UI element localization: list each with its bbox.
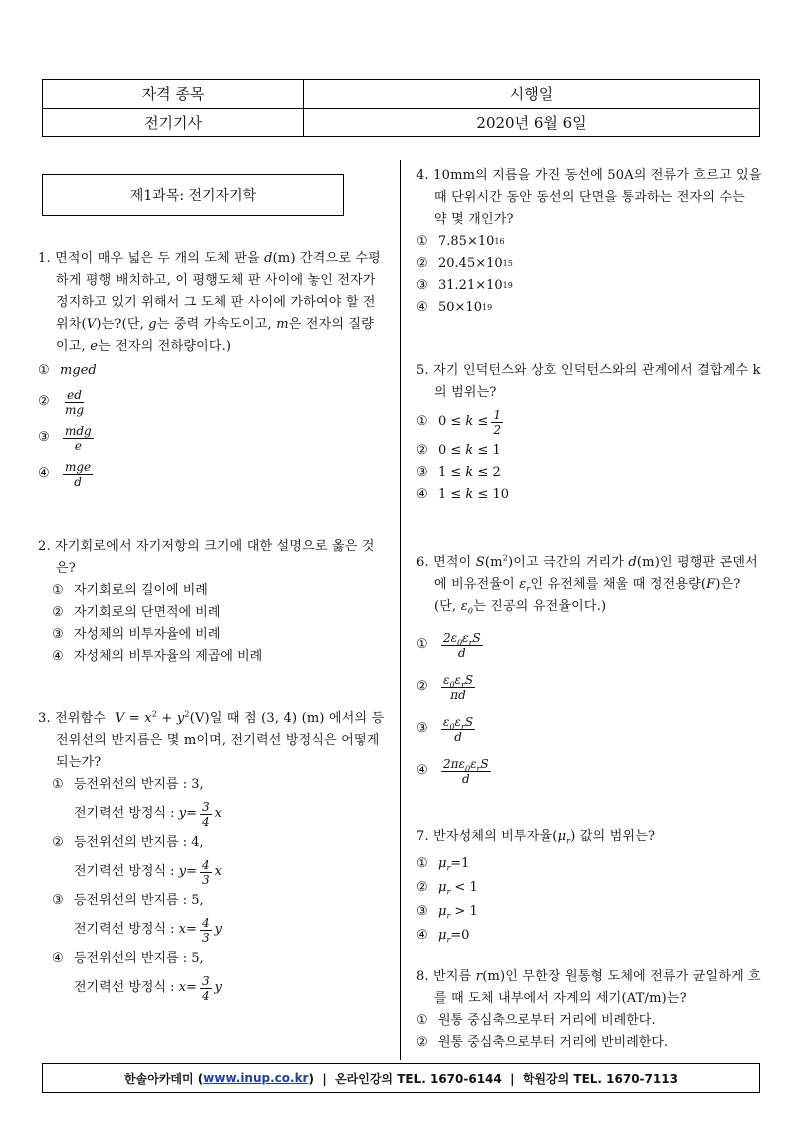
question-2-options: [38, 580, 386, 668]
q2-option-1[interactable]: ① 자기회로의 길이에 비례: [52, 583, 208, 598]
q6-option-1[interactable]: ① $\frac{2\varepsilon_0\varepsilon_rS}{d}$: [416, 630, 481, 660]
q3-option-4[interactable]: ④ 등전위선의 반지름 : 5, 전기력선 방정식 : x = $\frac{3}{4}$ y: [52, 951, 222, 1003]
q8-option-1[interactable]: ① 원통 중심축으로부터 거리에 비례한다.: [416, 1013, 656, 1028]
question-1-options: [38, 358, 386, 492]
q1-option-1[interactable]: ① mged: [38, 363, 97, 378]
q2-option-3[interactable]: ③ 자성체의 비투자율에 비례: [52, 627, 221, 642]
question-6-text: 6. 면적이 $S(m^2)$이고 극간의 거리가 d(m)인 평행판 콘덴서에 비유전율이 $\varepsilon_r$인 유전체를 채울 때 정전용량(F)은?(단, $\varepsilon_0$는 진공의 유전율이다.): [416, 553, 758, 616]
q5-option-1[interactable]: ① 0 ≤ k ≤ $\frac{1}{2}$: [416, 407, 501, 437]
q1-option-3[interactable]: ③ $\frac{\text{mdg}}{e}$: [38, 423, 92, 453]
footer-org: 한솔아카데미 (: [124, 1071, 204, 1086]
q2-option-2[interactable]: ② 자기회로의 단면적에 비례: [52, 605, 221, 620]
q3-option-3[interactable]: ③ 등전위선의 반지름 : 5, 전기력선 방정식 : x = $\frac{4}{3}$ y: [52, 893, 222, 945]
subject-title: 제1과목: 전기자기학: [129, 188, 257, 204]
q3-option-1[interactable]: ① 등전위선의 반지름 : 3, 전기력선 방정식 : y = $\frac{3}{4}$ x: [52, 777, 222, 829]
subject-title-box: [42, 174, 344, 216]
question-4: [416, 165, 762, 319]
q5-option-2[interactable]: ② 0 ≤ k ≤ 1: [416, 443, 501, 458]
question-7: [416, 826, 762, 948]
footer-contact: ) | 온라인강의 TEL. 1670-6144 | 학원강의 TEL. 1670-7113: [308, 1071, 678, 1086]
question-8-text: 8. 반지름 r(m)인 무한장 원통형 도체에 전류가 균일하게 흐를 때 도체 내부에서 자계의 세기(AT/m)는?: [416, 969, 761, 1006]
q7-option-4[interactable]: ④ $\mu_r$ =0: [416, 928, 470, 945]
header-col1-title: 자격 종목: [43, 80, 304, 109]
exam-header-table: [42, 79, 760, 137]
question-6: [416, 552, 762, 792]
question-7-options: [416, 852, 762, 948]
question-6-options: [416, 624, 762, 792]
q2-option-4[interactable]: ④ 자성체의 비투자율의 제곱에 비례: [52, 649, 263, 664]
question-4-text: 4. 10mm의 지름을 가진 동선에 50A의 전류가 흐르고 있을 때 단위시간 동안 동선의 단면을 통과하는 전자의 수는 약 몇 개인가?: [416, 168, 762, 227]
q4-option-3[interactable]: ③ 31.21×10 19: [416, 278, 513, 293]
header-col2-value: 2020년 6월 6일: [304, 108, 760, 137]
q4-option-2[interactable]: ② 20.45×10 15: [416, 256, 513, 271]
question-1-text: 1. 면적이 매우 넓은 두 개의 도체 판을 d(m) 간격으로 수평하게 평행 배치하고, 이 평행도체 판 사이에 놓인 전자가 정지하고 있기 위해서 그 도체 판 사이에 가하여야 할 전위차(V)는?(단, g는 중력 가속도이고, m은 전자의 질량이고, e는 전자의 전하량이다.): [38, 251, 381, 354]
question-2: [38, 536, 386, 668]
q6-option-2[interactable]: ② $\frac{\varepsilon_0\varepsilon_rS}{\pi d}$: [416, 672, 474, 702]
column-divider: [400, 160, 401, 1060]
q4-option-4[interactable]: ④ 50×10 19: [416, 300, 493, 315]
question-3-text: 3. 전위함수 $V = x^2 + y^2(V)$일 때 점 (3, 4) (m) 에서의 등전위선의 반지름은 몇 m이며, 전기력선 방정식은 어떻게 되는가?: [38, 709, 385, 770]
q5-option-3[interactable]: ③ 1 ≤ k ≤ 2: [416, 465, 501, 480]
question-8-options: [416, 1010, 762, 1054]
question-5-text: 5. 자기 인덕턴스와 상호 인덕턴스와의 관계에서 결합계수 k의 범위는?: [416, 363, 761, 400]
q6-option-4[interactable]: ④ $\frac{2\pi\varepsilon_0\varepsilon_rS}{d}$: [416, 756, 489, 786]
footer-website-link[interactable]: www.inup.co.kr: [203, 1071, 309, 1085]
header-col2-title: 시행일: [304, 80, 760, 109]
question-3: [38, 708, 386, 1006]
question-2-text: 2. 자기회로에서 자기저항의 크기에 대한 설명으로 옳은 것은?: [38, 539, 375, 576]
question-5-options: [416, 404, 762, 506]
q1-option-4[interactable]: ④ $\frac{\text{mge}}{d}$: [38, 459, 92, 489]
q6-option-3[interactable]: ③ $\frac{\varepsilon_0\varepsilon_rS}{d}$: [416, 714, 474, 744]
q4-option-1[interactable]: ① 7.85×10 16: [416, 234, 505, 249]
question-7-text: 7. 반자성체의 비투자율$(\mu_r)$ 값의 범위는?: [416, 829, 656, 846]
question-3-options: [38, 774, 386, 1006]
question-8: [416, 966, 762, 1054]
q7-option-1[interactable]: ① $\mu_r$ =1: [416, 856, 470, 873]
page-footer: [42, 1063, 760, 1093]
question-4-options: [416, 231, 762, 319]
header-col1-value: 전기기사: [43, 108, 304, 137]
q7-option-2[interactable]: ② $\mu_r$ < 1: [416, 880, 478, 897]
q7-option-3[interactable]: ③ $\mu_r$ > 1: [416, 904, 478, 921]
q5-option-4[interactable]: ④ 1 ≤ k ≤ 10: [416, 487, 510, 502]
q1-option-2[interactable]: ② $\frac{ed}{mg}$: [38, 387, 85, 417]
question-1: [38, 248, 386, 492]
question-5: [416, 360, 762, 506]
q8-option-2[interactable]: ② 원통 중심축으로부터 거리에 반비례한다.: [416, 1035, 669, 1050]
q3-option-2[interactable]: ② 등전위선의 반지름 : 4, 전기력선 방정식 : y = $\frac{4}{3}$ x: [52, 835, 222, 887]
